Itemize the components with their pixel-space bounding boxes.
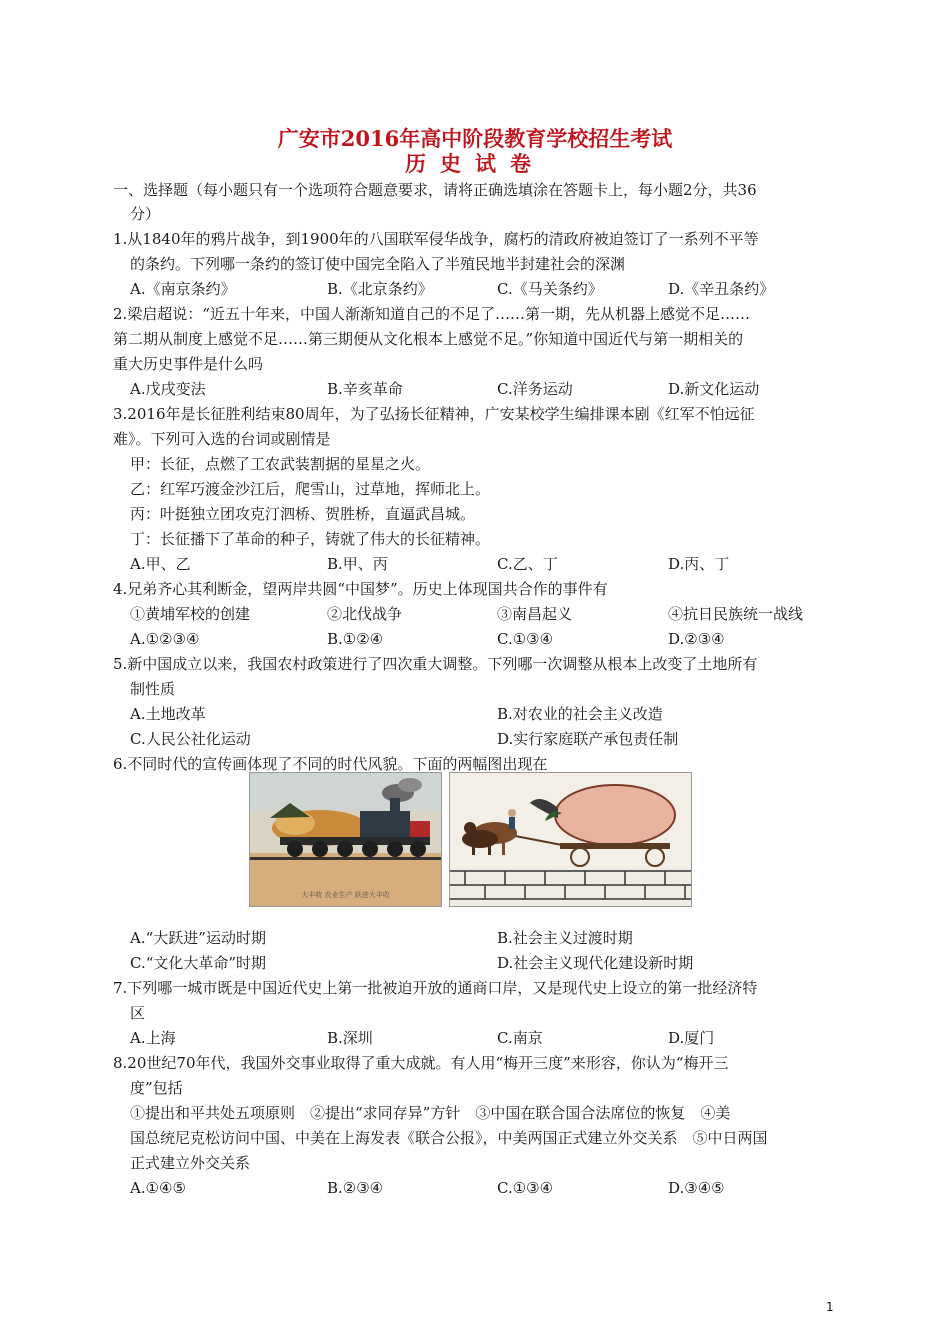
question-2-stem-cont2: 重大历史事件是什么吗 [113, 355, 264, 373]
q3-item-bing: 丙：叶挺独立团攻克汀泗桥、贺胜桥，直逼武昌城。 [130, 505, 476, 523]
q1-option-a[interactable]: A.《南京条约》 [130, 280, 236, 298]
q7-option-b[interactable]: B.深圳 [327, 1029, 373, 1047]
q6-option-d[interactable]: D.社会主义现代化建设新时期 [497, 954, 694, 972]
q8-items-line2: 国总统尼克松访问中国、中美在上海发表《联合公报》，中美两国正式建立外交关系 ⑤中日两国 [130, 1129, 768, 1147]
q5-option-d[interactable]: D.实行家庭联产承包责任制 [497, 730, 679, 748]
q4-item-4: ④抗日民族统一战线 [668, 605, 804, 623]
q3-item-jia: 甲：长征，点燃了工农武装割据的星星之火。 [130, 455, 431, 473]
question-3-stem-cont: 难》。下列可入选的台词或剧情是 [113, 430, 331, 448]
q7-option-d[interactable]: D.厦门 [668, 1029, 715, 1047]
q5-option-b[interactable]: B.对农业的社会主义改造 [497, 705, 663, 723]
q8-option-b[interactable]: B.②③④ [327, 1179, 384, 1197]
q3-option-b[interactable]: B.甲、丙 [327, 555, 388, 573]
page-number: 1 [826, 1300, 834, 1314]
question-8-stem: 8.20世纪70年代，我国外交事业取得了重大成就。有人用“梅开三度”来形容，你认为“梅开三 [113, 1054, 729, 1072]
q1-option-b[interactable]: B.《北京条约》 [327, 280, 433, 298]
q8-option-d[interactable]: D.③④⑤ [668, 1179, 725, 1197]
q4-option-d[interactable]: D.②③④ [668, 630, 725, 648]
q2-option-b[interactable]: B.辛亥革命 [327, 380, 403, 398]
q8-option-c[interactable]: C.①③④ [497, 1179, 554, 1197]
q5-option-c[interactable]: C.人民公社化运动 [130, 730, 251, 748]
question-2-stem: 2.梁启超说：“近五十年来，中国人渐渐知道自己的不足了……第一期，先从机器上感觉不足…… [113, 305, 750, 323]
q4-option-a[interactable]: A.①②③④ [130, 630, 200, 648]
q3-option-d[interactable]: D.丙、丁 [668, 555, 730, 573]
exam-title: 广安市2016年高中阶段教育学校招生考试 [277, 126, 673, 151]
section-instruction: 一、选择题（每小题只有一个选项符合题意要求，请将正确选填涂在答题卡上，每小题2分，共36 [113, 181, 757, 199]
q3-option-c[interactable]: C.乙、丁 [497, 555, 558, 573]
question-4-stem: 4.兄弟齐心其利断金，望两岸共圆“中国梦”。历史上体现国共合作的事件有 [113, 580, 608, 598]
q4-option-b[interactable]: B.①②④ [327, 630, 384, 648]
question-8-stem-cont: 度”包括 [130, 1079, 183, 1097]
q4-option-c[interactable]: C.①③④ [497, 630, 554, 648]
question-7-stem-cont: 区 [130, 1004, 146, 1022]
question-5-stem: 5.新中国成立以来，我国农村政策进行了四次重大调整。下列哪一次调整从根本上改变了土地所有 [113, 655, 758, 673]
q8-option-a[interactable]: A.①④⑤ [130, 1179, 186, 1197]
train-poster-image [250, 773, 441, 906]
train-poster-caption: 大丰收 农业生产 跃进大丰收 [301, 891, 390, 899]
q5-option-a[interactable]: A.土地改革 [130, 705, 206, 723]
question-2-stem-cont: 第二期从制度上感觉不足……第三期便从文化根本上感觉不足。”你知道中国近代与第一期相关的 [113, 330, 744, 348]
q6-option-b[interactable]: B.社会主义过渡时期 [497, 929, 633, 947]
question-7-stem: 7.下列哪一城市既是中国近代史上第一批被迫开放的通商口岸，又是现代史上设立的第一批经济特 [113, 979, 758, 997]
q1-option-d[interactable]: D.《辛丑条约》 [668, 280, 775, 298]
question-5-stem-cont: 制性质 [130, 680, 176, 698]
q2-option-c[interactable]: C.洋务运动 [497, 380, 573, 398]
q3-item-yi: 乙：红军巧渡金沙江后，爬雪山，过草地，挥师北上。 [130, 480, 491, 498]
question-1-stem: 1.从1840年的鸦片战争，到1900年的八国联军侵华战争，腐朽的清政府被迫签订了一系列不平等 [113, 230, 759, 248]
q8-items-line3: 正式建立外交关系 [130, 1154, 251, 1172]
q7-option-c[interactable]: C.南京 [497, 1029, 543, 1047]
question-3-stem: 3.2016年是长征胜利结束80周年，为了弘扬长征精神，广安某校学生编排课本剧《红军不怕远征 [113, 405, 755, 423]
q2-option-a[interactable]: A.戊戌变法 [130, 380, 206, 398]
propaganda-poster-oxcart [449, 772, 692, 907]
question-6-stem: 6.不同时代的宣传画体现了不同的时代风貌。下面的两幅图出现在 [113, 755, 548, 773]
exam-subtitle: 历史试卷 [405, 151, 545, 176]
q2-option-d[interactable]: D.新文化运动 [668, 380, 760, 398]
q3-item-ding: 丁：长征播下了革命的种子，铸就了伟大的长征精神。 [130, 530, 491, 548]
q8-items-line1: ①提出和平共处五项原则 ②提出“求同存异”方针 ③中国在联合国合法席位的恢复 ④美 [130, 1104, 731, 1122]
propaganda-poster-train [249, 772, 442, 907]
question-1-stem-cont: 的条约。下列哪一条约的签订使中国完全陷入了半殖民地半封建社会的深渊 [130, 255, 626, 273]
q4-item-3: ③南昌起义 [497, 605, 573, 623]
q4-item-1: ①黄埔军校的创建 [130, 605, 251, 623]
q7-option-a[interactable]: A.上海 [130, 1029, 176, 1047]
oxcart-poster-image [450, 773, 691, 906]
q3-option-a[interactable]: A.甲、乙 [130, 555, 191, 573]
q1-option-c[interactable]: C.《马关条约》 [497, 280, 603, 298]
q6-option-a[interactable]: A.“大跃进”运动时期 [130, 929, 266, 947]
section-instruction-cont: 分） [130, 205, 161, 223]
q4-item-2: ②北伐战争 [327, 605, 403, 623]
q6-option-c[interactable]: C.“文化大革命”时期 [130, 954, 267, 972]
